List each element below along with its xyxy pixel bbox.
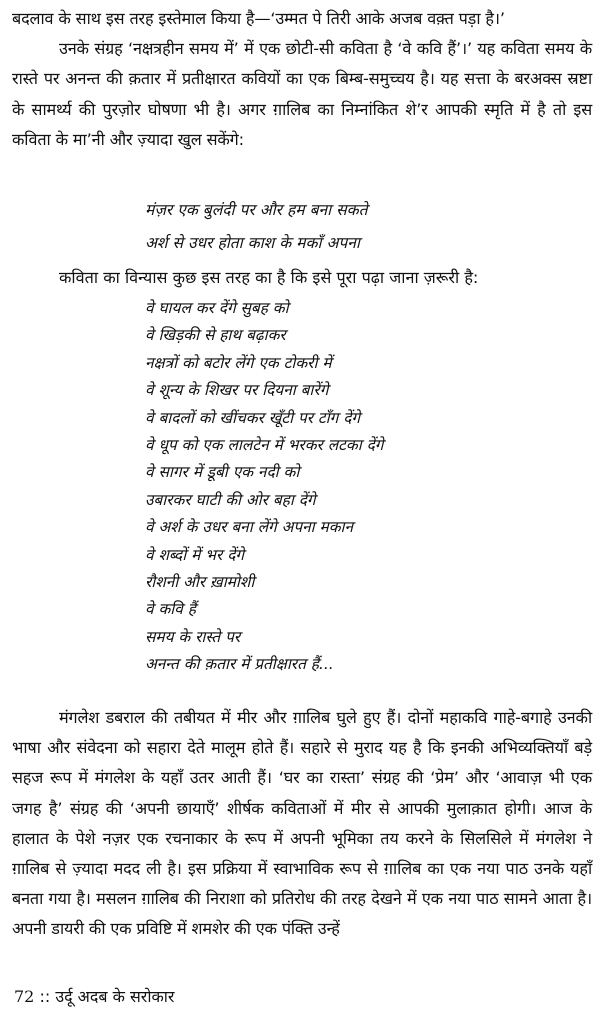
top-paragraph-continuation: उनके संग्रह ‘नक्षत्रहीन समय में’ में एक छोटी-सी कविता है ‘वे कवि हैं’।’ यह कविता समय के रास्ते पर अनन्त की क़तार में प्रतीक्षारत कवियों का एक बिम्ब-समुच्चय है। यह सत्ता के बरअक्स स्रष्टा के सामर्थ्य की पुरज़ोर घोषणा भी है। अगर ग़ालिब का निम्नांकित शे’र आपकी स्मृति में है तो इस कविता के मा’नी और ज़्यादा खुल सकेंगे: xyxy=(12,39,592,149)
poem-line: वे खिड़की से हाथ बढ़ाकर xyxy=(145,326,286,345)
couplet-line: मंज़र एक बुलंदी पर और हम बना सकते xyxy=(145,201,368,219)
poem-line: वे घायल कर देंगे सुबह को xyxy=(145,299,289,317)
page-footer xyxy=(14,985,174,1009)
poem-line: समय के रास्ते पर xyxy=(145,627,241,646)
poem-line: वे सागर में डूबी एक नदी को xyxy=(145,463,300,482)
book-title: उर्दू अदब के सरोकार xyxy=(55,987,175,1006)
poem-line: नक्षत्रों को बटोर लेंगे एक टोकरी में xyxy=(145,353,332,372)
page-number: 72 xyxy=(14,987,35,1006)
poem-line: रौशनी और ख़ामोशी xyxy=(145,573,255,592)
poem-line: वे बादलों को खींचकर खूँटी पर टाँग देंगे xyxy=(145,408,361,427)
bottom-paragraph xyxy=(12,703,592,945)
poem-line: वे शून्य के शिखर पर दियना बारेंगे xyxy=(145,381,329,400)
poem-line: अनन्त की क़तार में प्रतीक्षारत हैं... xyxy=(145,655,334,674)
poem-line: वे शब्दों में भर देंगे xyxy=(145,545,245,564)
poem-line: वे धूप को एक लालटेन में भरकर लटका देंगे xyxy=(145,436,384,455)
top-paragraph-first-line: बदलाव के साथ इस तरह इस्तेमाल किया है—‘उम्मत पे तिरी आके अजब वक़्त पड़ा है।’ xyxy=(12,9,505,28)
bottom-paragraph-text: मंगलेश डबराल की तबीयत में मीर और ग़ालिब घुले हुए हैं। दोनों महाकवि गाहे-बगाहे उनकी भाषा और संवेदना को सहारा देते मालूम होते हैं। सहारे से मुराद यह है कि इनकी अभिव्यक्तियाँ बड़े सहज रूप में मंगलेश के यहाँ उतर आती हैं। ‘घर का रास्ता’ संग्रह की ‘प्रेम’ और ‘आवाज़ भी एक जगह है’ संग्रह की ‘अपनी छायाएँ’ शीर्षक कविताओं में मीर से आपकी मुलाक़ात होगी। आज के हालात के पेशे नज़र एक रचनाकार के रूप में अपनी भूमिका तय करने के सिलसिले में मंगलेश ने ग़ालिब से ज़्यादा मदद ली है। इस प्रक्रिया में स्वाभाविक रूप से ग़ालिब का एक नया पाठ उनके यहाँ बनता गया है। मसलन ग़ालिब की निराशा को प्रतिरोध की तरह देखने में एक नया पाठ सामने आता है। अपनी डायरी की एक प्रविष्टि में शमशेर की एक पंक्ति उन्हें xyxy=(12,708,592,939)
poem-block xyxy=(145,295,585,679)
poem-intro-line: कविता का विन्यास कुछ इस तरह का है कि इसे पूरा पढ़ा जाना ज़रूरी है: xyxy=(59,268,479,287)
footer-separator: :: xyxy=(39,987,51,1006)
poem-line: वे अर्श के उधर बना लेंगे अपना मकान xyxy=(145,518,354,537)
ghalib-couplet xyxy=(145,194,585,260)
poem-line: उबारकर घाटी की ओर बहा देंगे xyxy=(145,490,316,509)
top-paragraph xyxy=(12,4,592,155)
couplet-line: अर्श से उधर होता काश के मकाँ अपना xyxy=(145,234,360,252)
poem-line: वे कवि हैं xyxy=(145,600,196,619)
